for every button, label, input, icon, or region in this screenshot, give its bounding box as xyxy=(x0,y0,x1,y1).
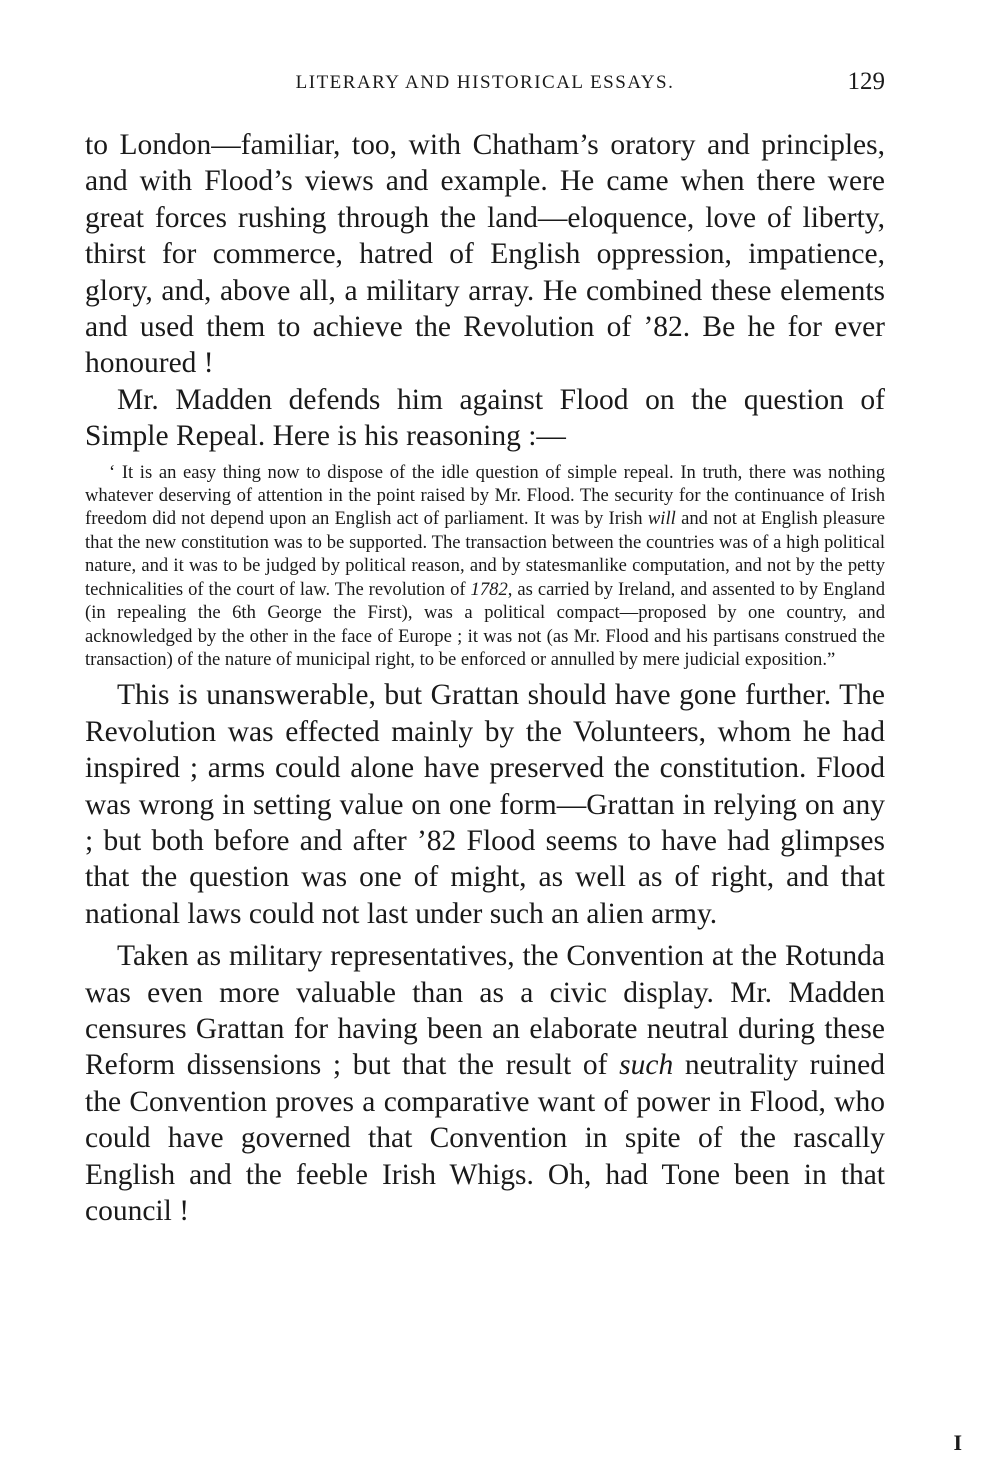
quote-text-part-1: ‘ It is an easy thing now to dispose of the idle question of simple repeal. In truth, there was nothing whatever deserving of attention in the point raised by Mr. Flood. The security for the continuance of Irish freedom did not depend upon an English act of parliament. It was by Irish xyxy=(85,461,885,530)
quote-emphasis-will: will xyxy=(647,508,676,530)
p4-text-part-2: neutrality ruined the Convention proves a comparative want of power in Flood, who could have governed that Convention in spite of the rascally English and the feeble Irish Whigs. Oh, had Tone been in that council ! xyxy=(85,1049,885,1227)
quote-text-part-2: and not at English pleasure that the new constitution was to be supported. The transaction between the countries was of a high political nature, and it was to be judged by political reason, and by statesmanlike computation, and not by the petty technicalities of the court of law. The revolution of xyxy=(85,508,885,600)
signature-mark: I xyxy=(953,1430,962,1455)
body-text xyxy=(85,127,885,1229)
paragraph-unanswerable: This is unanswerable, but Grattan should have gone further. The Revolution was effected mainly by the Volunteers, whom he had inspired ; arms could alone have preserved the constitution. Flood was wrong in setting value on one form—Grattan in relying on any ; but both before and after ’82 Flood seems to have had glimpses that the question was one of might, as well as of right, and that national laws could not last under such an alien army. xyxy=(85,679,885,930)
quote-text-part-3: , as carried by Ireland, and assented to by England (in repealing the 6th George the First), was a political compact—proposed by one country, and acknowledged by the other in the face of Europe ; it was not (as Mr. Flood and his partisans construed the transaction) of the nature of municipal right, to be enforced or annulled by mere judicial exposition.” xyxy=(85,578,885,670)
quote-year: 1782 xyxy=(470,578,508,600)
block-quote xyxy=(85,461,885,672)
running-title: LITERARY AND HISTORICAL ESSAYS. xyxy=(295,72,675,93)
paragraph-continued: to London—familiar, too, with Chatham’s oratory and principles, and with Flood’s views and example. He came when there were great forces rushing through the land—eloquence, love of liberty, thirst for commerce, hatred of English oppression, impatience, glory, and, above all, a military array. He combined these elements and used them to achieve the Revolution of ’82. Be he for ever honoured ! xyxy=(85,129,885,380)
paragraph-madden-defends: Mr. Madden defends him against Flood on the question of Simple Repeal. Here is his reasoning :— xyxy=(85,383,885,453)
paragraph-military-representatives xyxy=(85,938,885,1229)
running-head xyxy=(85,68,885,98)
quote-paragraph xyxy=(85,461,885,672)
p4-text-part-1: Taken as military representatives, the Convention at the Rotunda was even more valuable than as a civic display. Mr. Madden censures Grattan for having been an elaborate neutral during these Reform dissensions ; but that the result of xyxy=(85,940,885,1082)
page-number: 129 xyxy=(847,68,885,95)
p4-emphasis-such: such xyxy=(619,1049,674,1082)
book-page xyxy=(85,0,885,1481)
